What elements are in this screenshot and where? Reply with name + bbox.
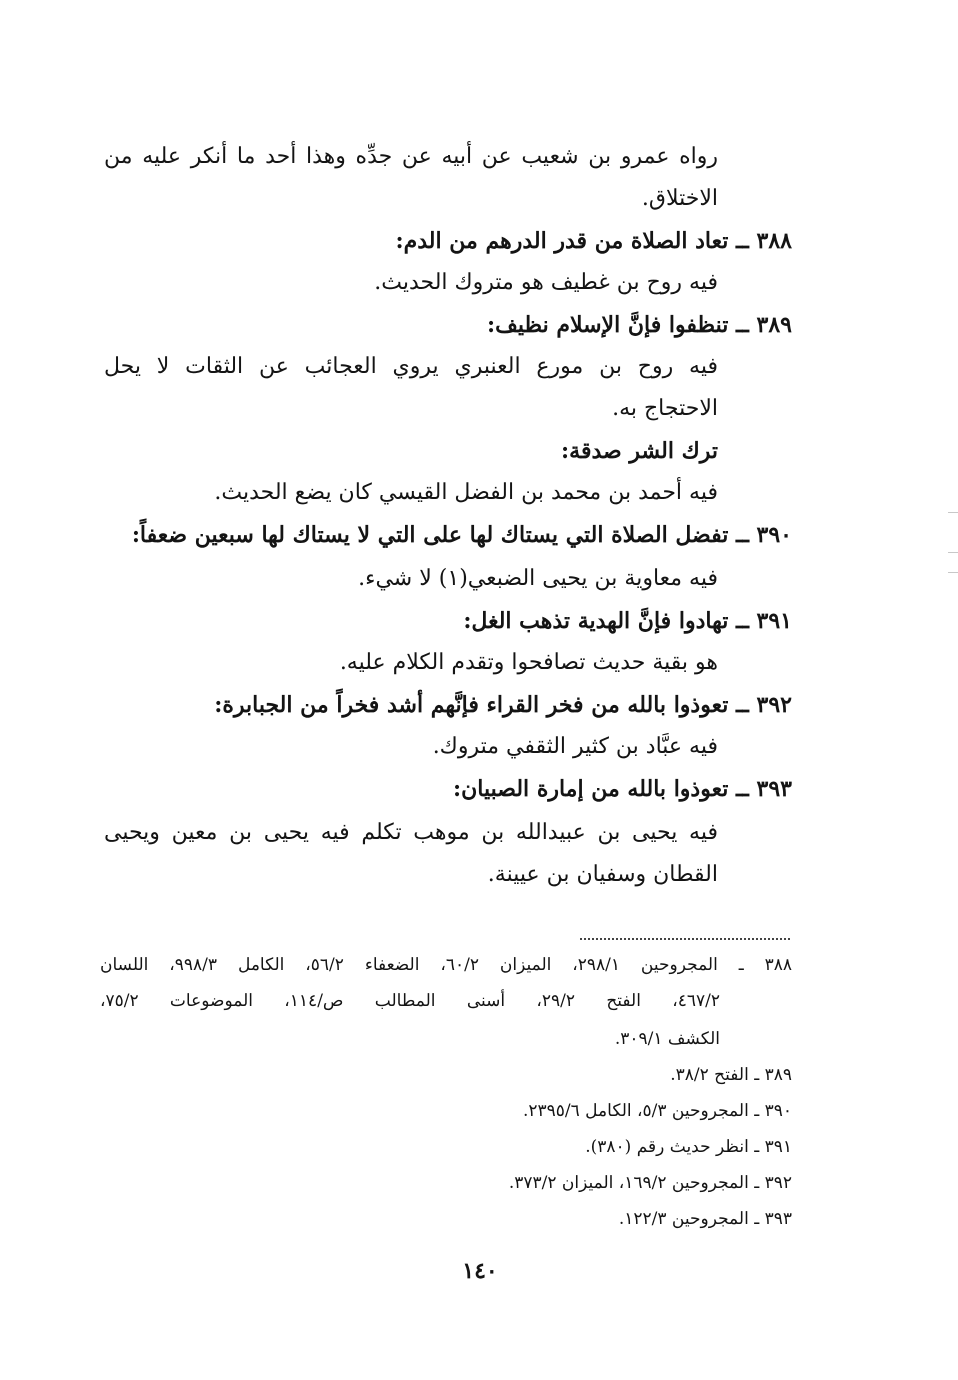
body-line-389-a: فيه روح بن مورع العنبري يروي العجائب عن الثقات لا يحل <box>104 354 718 379</box>
subheading-tark-alsharr: ترك الشر صدقة: <box>561 438 718 464</box>
hadith-390-heading: ٣٩٠ ــ تفضل الصلاة التي يستاك لها على التي لا يستاك لها سبعين ضعفاً: <box>131 522 792 548</box>
hadith-393-heading: ٣٩٣ ــ تعوذوا بالله من إمارة الصبيان: <box>453 776 792 802</box>
footnote-line-1: ٣٨٨ ـ المجروحين ٢٩٨/١، الميزان ٦٠/٢، الضعفاء ٥٦/٢، الكامل ٩٩٨/٣، اللسان <box>100 955 793 975</box>
body-line-393-b: القطان وسفيان بن عيينة. <box>487 862 718 887</box>
hadith-391-heading: ٣٩١ ــ تهادوا فإنَّ الهدية تذهب الغل: <box>463 608 792 634</box>
body-line-392: فيه عبَّاد بن كثير الثقفي متروك. <box>432 734 718 759</box>
footnote-line-2: ٤٦٧/٢، الفتح ٢٩/٢، أسنى المطالب ص/١١٤، الموضوعات ٧٥/٢، <box>100 991 720 1011</box>
body-line-388: فيه روح بن غطيف هو متروك الحديث. <box>374 270 718 295</box>
footnote-line-393: ٣٩٣ ـ المجروحين ١٢٢/٣. <box>618 1209 792 1229</box>
footnote-line-391: ٣٩١ ـ انظر حديث رقم (٣٨٠). <box>585 1137 792 1157</box>
body-line-tark: فيه أحمد بن محمد بن الفضل القيسي كان يضع الحديث. <box>214 480 718 505</box>
hadith-392-heading: ٣٩٢ ــ تعوذوا بالله من فخر القراء فإنَّهم أشد فخراً من الجبابرة: <box>214 692 792 718</box>
hadith-388-heading: ٣٨٨ ــ تعاد الصلاة من قدر الدرهم من الدم: <box>395 228 792 254</box>
body-line-393-a: فيه يحيى بن عبيدالله بن موهب تكلم فيه يحيى بن معين ويحيى <box>104 820 718 845</box>
page-number: ١٤٠ <box>462 1258 498 1284</box>
footnote-separator <box>580 938 790 942</box>
scan-mark <box>948 512 958 513</box>
body-line-390: فيه معاوية بن يحيى الضبعي(١) لا شيء. <box>358 566 718 591</box>
footnote-line-392: ٣٩٢ ـ المجروحين ١٦٩/٢، الميزان ٣٧٣/٢. <box>508 1173 792 1193</box>
body-line-389-b: الاحتجاج به. <box>612 396 718 421</box>
scan-mark <box>948 552 958 553</box>
scan-mark <box>948 572 958 573</box>
body-line-391: هو بقية حديث تصافحوا وتقدم الكلام عليه. <box>339 650 718 675</box>
footnote-line-389: ٣٨٩ ـ الفتح ٣٨/٢. <box>670 1065 792 1085</box>
body-line-2: الاختلاق. <box>641 186 718 211</box>
hadith-389-heading: ٣٨٩ ــ تنظفوا فإنَّ الإسلام نظيف: <box>487 312 792 338</box>
body-line-1: رواه عمرو بن شعيب عن أبيه عن جدِّه وهذا أحد ما أنكر عليه من <box>104 144 718 169</box>
footnote-line-390: ٣٩٠ ـ المجروحين ٥/٣، الكامل ٢٣٩٥/٦. <box>522 1101 792 1121</box>
footnote-line-3: الكشف ٣٠٩/١. <box>614 1029 720 1049</box>
